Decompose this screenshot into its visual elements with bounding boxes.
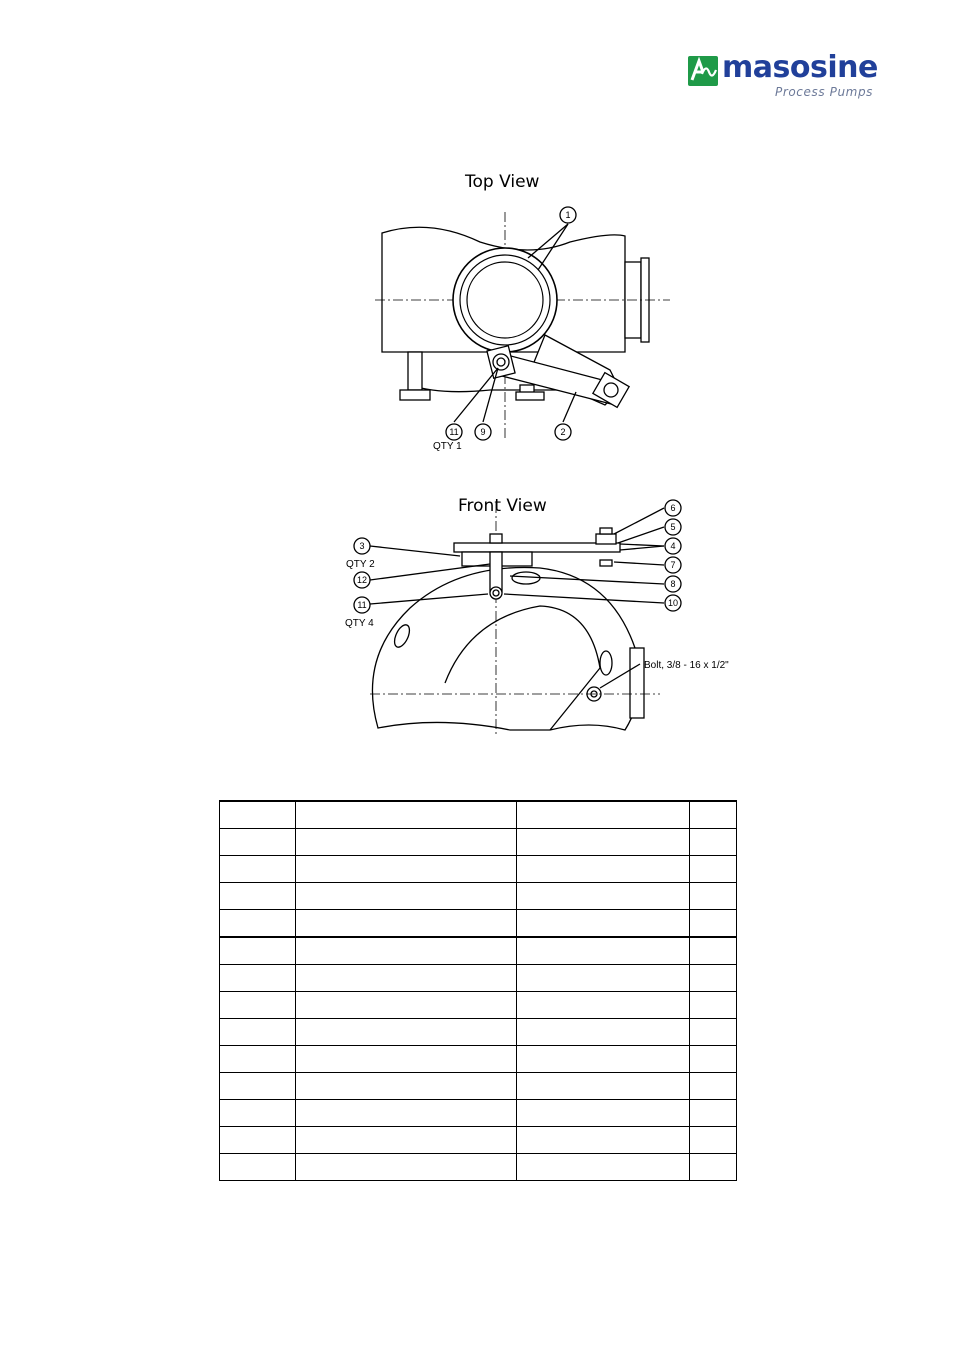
table-cell bbox=[296, 1019, 517, 1046]
table-cell bbox=[517, 992, 690, 1019]
table-cell bbox=[517, 1073, 690, 1100]
callout-1: 1 bbox=[565, 210, 571, 220]
table-cell bbox=[517, 937, 690, 965]
front-view-title: Front View bbox=[458, 496, 547, 516]
table-cell bbox=[690, 1127, 737, 1154]
table-cell bbox=[517, 910, 690, 938]
callout-10: 10 bbox=[667, 598, 679, 608]
callout-8: 8 bbox=[670, 579, 676, 589]
table-cell bbox=[517, 965, 690, 992]
table-cell bbox=[690, 1154, 737, 1181]
front-view-drawing bbox=[330, 498, 770, 738]
table-row bbox=[220, 1046, 737, 1073]
table-cell bbox=[690, 910, 737, 938]
table-cell bbox=[220, 883, 296, 910]
table-cell bbox=[220, 992, 296, 1019]
table-cell bbox=[220, 937, 296, 965]
table-cell bbox=[296, 1073, 517, 1100]
table-row bbox=[220, 992, 737, 1019]
callout-6: 6 bbox=[670, 503, 676, 513]
table-cell bbox=[220, 1019, 296, 1046]
table-cell bbox=[296, 992, 517, 1019]
table-cell bbox=[296, 1100, 517, 1127]
parts-table bbox=[219, 800, 737, 1181]
table-cell bbox=[220, 965, 296, 992]
table-row bbox=[220, 1127, 737, 1154]
table-cell bbox=[690, 965, 737, 992]
table-cell bbox=[296, 883, 517, 910]
table-row bbox=[220, 801, 737, 829]
table-cell bbox=[690, 1100, 737, 1127]
table-row bbox=[220, 829, 737, 856]
callout-11: 11 bbox=[357, 600, 367, 610]
table-cell bbox=[296, 801, 517, 829]
table-row bbox=[220, 1100, 737, 1127]
table-row bbox=[220, 883, 737, 910]
table-cell bbox=[220, 1100, 296, 1127]
table-cell bbox=[517, 801, 690, 829]
table-cell bbox=[220, 1127, 296, 1154]
top-view-drawing bbox=[370, 200, 680, 455]
footer-link[interactable] bbox=[503, 1252, 645, 1268]
table-cell bbox=[517, 1019, 690, 1046]
table-cell bbox=[220, 856, 296, 883]
table-cell bbox=[517, 1100, 690, 1127]
bolt-label: Bolt, 3/8 - 16 x 1/2" bbox=[644, 660, 729, 671]
table-row bbox=[220, 937, 737, 965]
callout-5: 5 bbox=[670, 522, 676, 532]
callout-9: 9 bbox=[480, 427, 486, 437]
table-cell bbox=[220, 829, 296, 856]
table-cell bbox=[296, 856, 517, 883]
table-cell bbox=[517, 1046, 690, 1073]
callout-3: 3 bbox=[359, 541, 365, 551]
table-cell bbox=[517, 883, 690, 910]
table-cell bbox=[690, 801, 737, 829]
table-cell bbox=[220, 1073, 296, 1100]
table-cell bbox=[296, 1154, 517, 1181]
top-view-title: Top View bbox=[465, 172, 540, 192]
table-cell bbox=[517, 829, 690, 856]
table-cell bbox=[296, 829, 517, 856]
callout-7: 7 bbox=[670, 560, 676, 570]
table-cell bbox=[690, 883, 737, 910]
table-cell bbox=[296, 937, 517, 965]
table-cell bbox=[690, 1046, 737, 1073]
table-row bbox=[220, 910, 737, 938]
table-cell bbox=[517, 856, 690, 883]
table-cell bbox=[690, 1019, 737, 1046]
callout-11: 11 bbox=[449, 427, 459, 437]
table-cell bbox=[220, 1154, 296, 1181]
table-cell bbox=[220, 1046, 296, 1073]
table-cell bbox=[296, 1046, 517, 1073]
table-cell bbox=[220, 801, 296, 829]
table-row bbox=[220, 1019, 737, 1046]
table-cell bbox=[296, 1127, 517, 1154]
table-cell bbox=[296, 910, 517, 938]
table-cell bbox=[690, 829, 737, 856]
table-cell bbox=[690, 937, 737, 965]
callout-2: 2 bbox=[560, 427, 566, 437]
table-row bbox=[220, 856, 737, 883]
callout-4: 4 bbox=[670, 541, 676, 551]
callout-3-qty: QTY 2 bbox=[346, 559, 375, 570]
table-cell bbox=[690, 992, 737, 1019]
table-cell bbox=[690, 1073, 737, 1100]
brand-name: masosine bbox=[722, 50, 878, 85]
table-cell bbox=[690, 856, 737, 883]
brand-tagline: Process Pumps bbox=[775, 85, 874, 99]
masosine-logo-icon bbox=[688, 56, 718, 86]
parts-table-body bbox=[220, 801, 737, 1181]
table-row bbox=[220, 1073, 737, 1100]
table-cell bbox=[517, 1127, 690, 1154]
table-cell bbox=[517, 1154, 690, 1181]
callout-12: 12 bbox=[356, 575, 368, 585]
table-cell bbox=[296, 965, 517, 992]
callout-11-qty: QTY 4 bbox=[345, 618, 374, 629]
brand-logo bbox=[688, 50, 888, 104]
table-cell bbox=[220, 910, 296, 938]
table-row bbox=[220, 1154, 737, 1181]
callout-11-qty: QTY 1 bbox=[433, 441, 462, 452]
table-row bbox=[220, 965, 737, 992]
